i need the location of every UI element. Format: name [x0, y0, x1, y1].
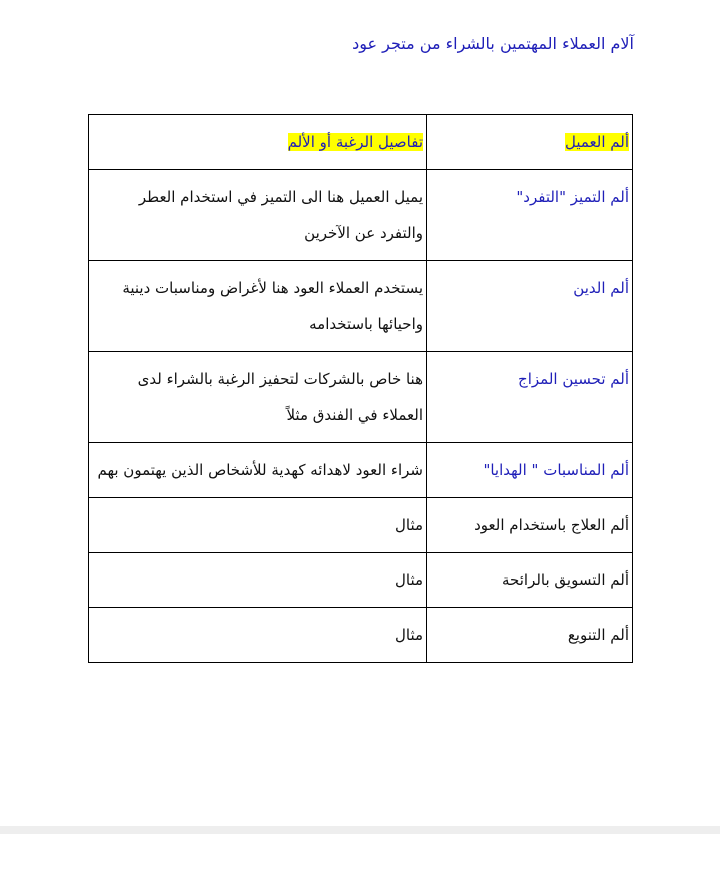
bottom-divider [0, 826, 720, 834]
details-cell: يستخدم العملاء العود هنا لأغراض ومناسبات دينية واحيائها باستخدامه [89, 261, 427, 352]
details-cell: هنا خاص بالشركات لتحفيز الرغبة بالشراء لدى العملاء في الفندق مثلاً [89, 352, 427, 443]
details-cell: شراء العود لاهدائه كهدية للأشخاص الذين يهتمون بهم [89, 443, 427, 498]
table-row [89, 553, 633, 608]
table-row [89, 352, 633, 443]
table-row [89, 608, 633, 663]
table-row [89, 443, 633, 498]
pain-cell: ألم تحسين المزاج [427, 352, 633, 443]
page-title: آلام العملاء المهتمين بالشراء من متجر عود [352, 34, 634, 53]
pain-cell: ألم التميز "التفرد" [427, 170, 633, 261]
header-cell-details [89, 115, 427, 170]
details-cell: مثال [89, 608, 427, 663]
pain-cell: ألم التنويع [427, 608, 633, 663]
header-pain-label: ألم العميل [564, 133, 629, 151]
pain-cell: ألم الدين [427, 261, 633, 352]
details-cell: مثال [89, 498, 427, 553]
details-cell: مثال [89, 553, 427, 608]
table-row [89, 261, 633, 352]
table-row [89, 498, 633, 553]
table-row [89, 170, 633, 261]
pain-points-table [88, 114, 633, 663]
pain-cell: ألم التسويق بالرائحة [427, 553, 633, 608]
pain-cell: ألم العلاج باستخدام العود [427, 498, 633, 553]
details-cell: يميل العميل هنا الى التميز في استخدام العطر والتفرد عن الآخرين [89, 170, 427, 261]
pain-cell: ألم المناسبات " الهدايا" [427, 443, 633, 498]
header-cell-pain [427, 115, 633, 170]
header-details-label: تفاصيل الرغبة أو الألم [287, 133, 423, 151]
table-header-row [89, 115, 633, 170]
